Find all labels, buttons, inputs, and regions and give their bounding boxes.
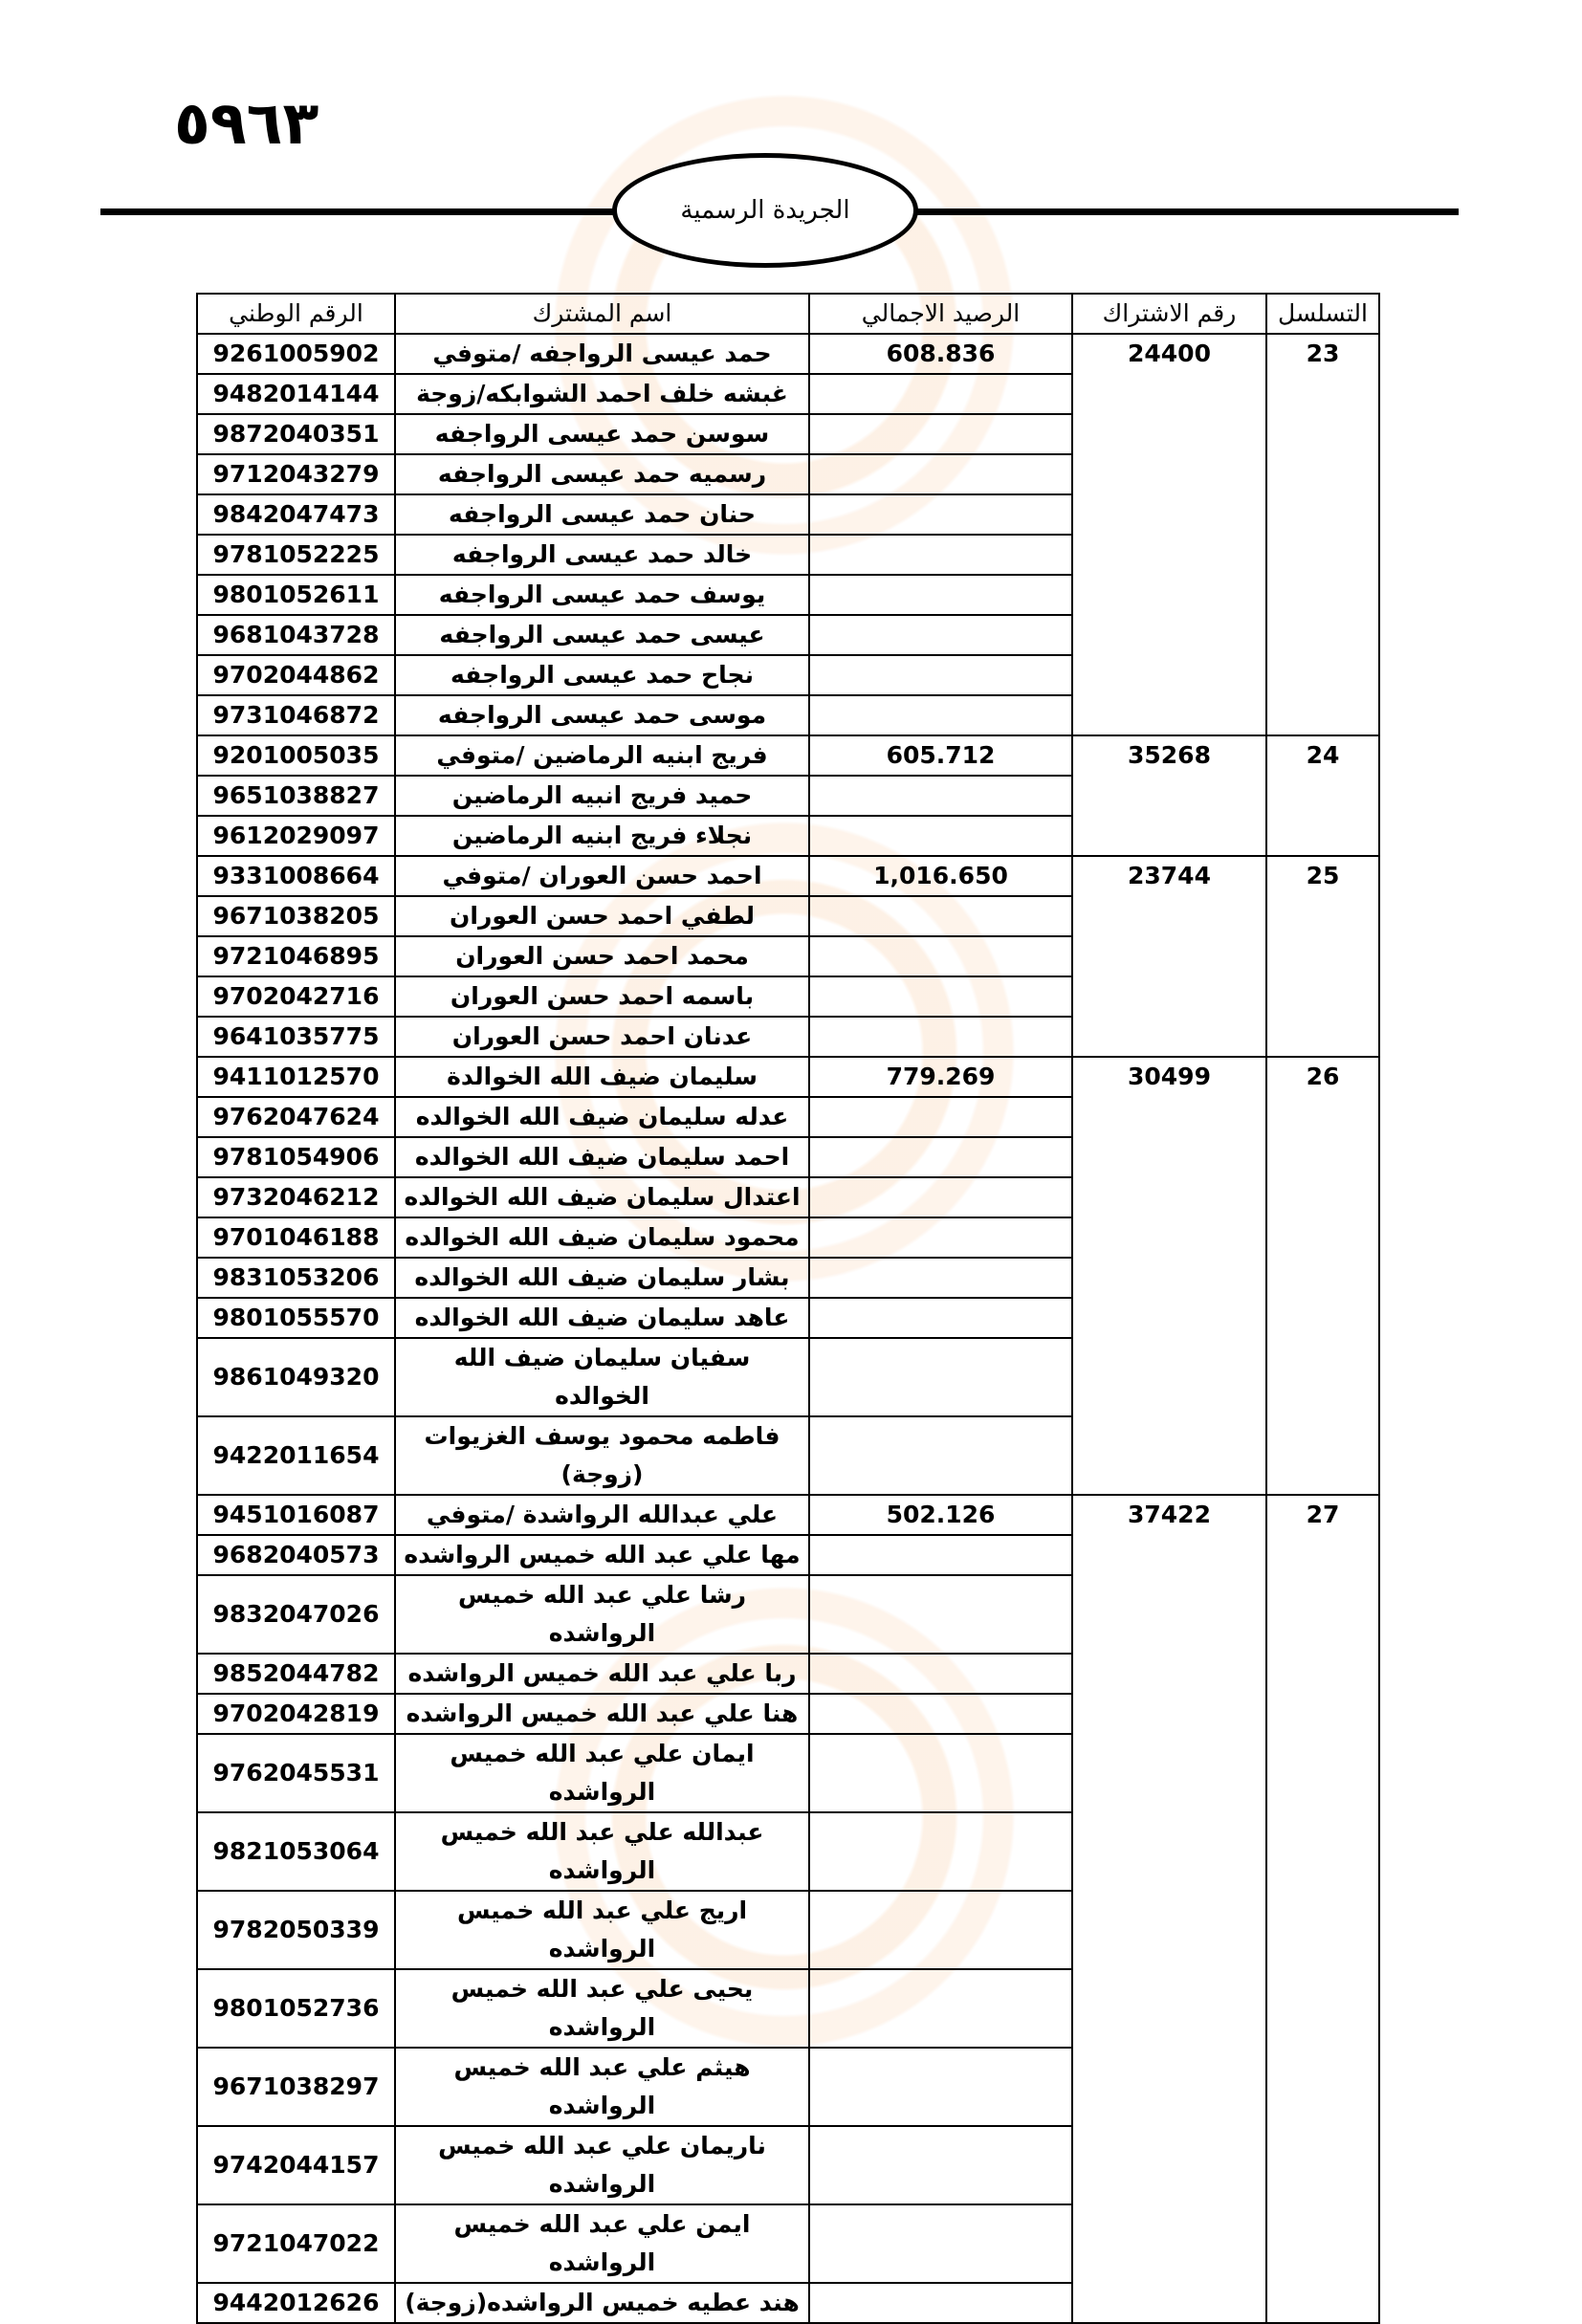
page-number: ٥٩٦٣ bbox=[174, 88, 319, 158]
balance-cell-empty bbox=[809, 1298, 1072, 1338]
balance-cell-empty bbox=[809, 1891, 1072, 1969]
subscriber-name-cell: يوسف حمد عيسى الرواجفه bbox=[395, 575, 809, 615]
balance-cell-empty bbox=[809, 776, 1072, 816]
national-id-cell: 9831053206 bbox=[197, 1258, 395, 1298]
balance-cell: 605.712 bbox=[809, 735, 1072, 776]
balance-cell-empty bbox=[809, 1338, 1072, 1416]
subscriber-name-cell: ربا علي عبد الله خميس الرواشده bbox=[395, 1654, 809, 1694]
col-subscription: رقم الاشتراك bbox=[1072, 294, 1266, 334]
national-id-cell: 9702042716 bbox=[197, 976, 395, 1017]
balance-cell-empty bbox=[809, 1654, 1072, 1694]
subscription-cell: 30499 bbox=[1072, 1057, 1266, 1495]
balance-cell-empty bbox=[809, 1217, 1072, 1258]
national-id-cell: 9651038827 bbox=[197, 776, 395, 816]
national-id-cell: 9641035775 bbox=[197, 1017, 395, 1057]
balance-cell: 608.836 bbox=[809, 334, 1072, 374]
subscriber-name-cell: سليمان ضيف الله الخوالدة bbox=[395, 1057, 809, 1097]
subscription-cell: 23744 bbox=[1072, 856, 1266, 1057]
balance-cell-empty bbox=[809, 414, 1072, 454]
serial-cell: 23 bbox=[1266, 334, 1379, 735]
subscriber-name-cell: ايمان علي عبد الله خميس الرواشده bbox=[395, 1734, 809, 1812]
balance-cell: 1,016.650 bbox=[809, 856, 1072, 896]
national-id-cell: 9861049320 bbox=[197, 1338, 395, 1416]
balance-cell-empty bbox=[809, 615, 1072, 655]
table-row bbox=[197, 1057, 1379, 1097]
subscriber-name-cell: خالد حمد عيسى الرواجفه bbox=[395, 535, 809, 575]
subscriber-name-cell: عيسى حمد عيسى الرواجفه bbox=[395, 615, 809, 655]
balance-cell-empty bbox=[809, 1575, 1072, 1654]
subscriber-name-cell: ايمن علي عبد الله خميس الرواشده bbox=[395, 2204, 809, 2283]
national-id-cell: 9731046872 bbox=[197, 695, 395, 735]
table-row bbox=[197, 334, 1379, 374]
national-id-cell: 9201005035 bbox=[197, 735, 395, 776]
national-id-cell: 9261005902 bbox=[197, 334, 395, 374]
subscriber-name-cell: اريج علي عبد الله خميس الرواشده bbox=[395, 1891, 809, 1969]
national-id-cell: 9701046188 bbox=[197, 1217, 395, 1258]
balance-cell-empty bbox=[809, 936, 1072, 976]
subscriber-name-cell: فاطمه محمود يوسف الغزيوات (زوجة) bbox=[395, 1416, 809, 1495]
balance-cell-empty bbox=[809, 1137, 1072, 1177]
balance-cell-empty bbox=[809, 1017, 1072, 1057]
gazette-title: الجريدة الرسمية bbox=[680, 196, 850, 225]
national-id-cell: 9612029097 bbox=[197, 816, 395, 856]
subscriber-name-cell: فريج ابنيه الرماضين /متوفي bbox=[395, 735, 809, 776]
balance-cell-empty bbox=[809, 535, 1072, 575]
subscriber-name-cell: لطفي احمد حسن العوران bbox=[395, 896, 809, 936]
subscriber-name-cell: هنا علي عبد الله خميس الرواشده bbox=[395, 1694, 809, 1734]
subscriber-name-cell: غبشه خلف احمد الشوابكه/زوجة bbox=[395, 374, 809, 414]
national-id-cell: 9411012570 bbox=[197, 1057, 395, 1097]
subscriber-name-cell: موسى حمد عيسى الرواجفه bbox=[395, 695, 809, 735]
national-id-cell: 9422011654 bbox=[197, 1416, 395, 1495]
balance-cell-empty bbox=[809, 976, 1072, 1017]
table-body bbox=[197, 334, 1379, 2323]
national-id-cell: 9781054906 bbox=[197, 1137, 395, 1177]
national-id-cell: 9331008664 bbox=[197, 856, 395, 896]
balance-cell-empty bbox=[809, 1694, 1072, 1734]
balance-cell-empty bbox=[809, 695, 1072, 735]
serial-cell: 25 bbox=[1266, 856, 1379, 1057]
national-id-cell: 9712043279 bbox=[197, 454, 395, 494]
balance-cell-empty bbox=[809, 454, 1072, 494]
national-id-cell: 9762045531 bbox=[197, 1734, 395, 1812]
subscriber-name-cell: ناريمان علي عبد الله خميس الرواشده bbox=[395, 2126, 809, 2204]
national-id-cell: 9842047473 bbox=[197, 494, 395, 535]
gazette-title-oval bbox=[612, 153, 918, 268]
subscriber-name-cell: اعتدال سليمان ضيف الله الخوالده bbox=[395, 1177, 809, 1217]
balance-cell: 502.126 bbox=[809, 1495, 1072, 1535]
balance-cell-empty bbox=[809, 1416, 1072, 1495]
col-serial: التسلسل bbox=[1266, 294, 1379, 334]
serial-cell: 27 bbox=[1266, 1495, 1379, 2323]
national-id-cell: 9782050339 bbox=[197, 1891, 395, 1969]
subscriber-name-cell: هيثم علي عبد الله خميس الرواشده bbox=[395, 2048, 809, 2126]
subscriber-name-cell: سفيان سليمان ضيف الله الخوالده bbox=[395, 1338, 809, 1416]
subscriber-name-cell: نجلاء فريج ابنيه الرماضين bbox=[395, 816, 809, 856]
subscriber-name-cell: محمود سليمان ضيف الله الخوالده bbox=[395, 1217, 809, 1258]
table-row bbox=[197, 1495, 1379, 1535]
national-id-cell: 9702044862 bbox=[197, 655, 395, 695]
subscribers-table bbox=[196, 293, 1380, 2324]
table-row bbox=[197, 856, 1379, 896]
national-id-cell: 9801052611 bbox=[197, 575, 395, 615]
subscriber-name-cell: عدله سليمان ضيف الله الخوالده bbox=[395, 1097, 809, 1137]
national-id-cell: 9832047026 bbox=[197, 1575, 395, 1654]
table-header-row bbox=[197, 294, 1379, 334]
balance-cell-empty bbox=[809, 494, 1072, 535]
national-id-cell: 9762047624 bbox=[197, 1097, 395, 1137]
national-id-cell: 9801052736 bbox=[197, 1969, 395, 2048]
subscriber-name-cell: احمد سليمان ضيف الله الخوالده bbox=[395, 1137, 809, 1177]
subscription-cell: 35268 bbox=[1072, 735, 1266, 856]
balance-cell-empty bbox=[809, 1097, 1072, 1137]
national-id-cell: 9781052225 bbox=[197, 535, 395, 575]
balance-cell-empty bbox=[809, 1812, 1072, 1891]
subscriber-name-cell: احمد حسن العوران /متوفي bbox=[395, 856, 809, 896]
subscriber-name-cell: عبدالله علي عبد الله خميس الرواشده bbox=[395, 1812, 809, 1891]
national-id-cell: 9852044782 bbox=[197, 1654, 395, 1694]
national-id-cell: 9721046895 bbox=[197, 936, 395, 976]
national-id-cell: 9671038297 bbox=[197, 2048, 395, 2126]
subscriber-name-cell: عاهد سليمان ضيف الله الخوالده bbox=[395, 1298, 809, 1338]
national-id-cell: 9482014144 bbox=[197, 374, 395, 414]
subscriber-name-cell: هند عطيه خميس الرواشده(زوجة) bbox=[395, 2283, 809, 2323]
national-id-cell: 9671038205 bbox=[197, 896, 395, 936]
subscriber-name-cell: سوسن حمد عيسى الرواجفه bbox=[395, 414, 809, 454]
balance-cell-empty bbox=[809, 1177, 1072, 1217]
subscription-cell: 24400 bbox=[1072, 334, 1266, 735]
subscriber-name-cell: علي عبدالله الرواشدة /متوفي bbox=[395, 1495, 809, 1535]
national-id-cell: 9742044157 bbox=[197, 2126, 395, 2204]
balance-cell-empty bbox=[809, 655, 1072, 695]
national-id-cell: 9682040573 bbox=[197, 1535, 395, 1575]
national-id-cell: 9451016087 bbox=[197, 1495, 395, 1535]
national-id-cell: 9821053064 bbox=[197, 1812, 395, 1891]
national-id-cell: 9442012626 bbox=[197, 2283, 395, 2323]
subscriber-name-cell: مها علي عبد الله خميس الرواشده bbox=[395, 1535, 809, 1575]
balance-cell-empty bbox=[809, 2126, 1072, 2204]
balance-cell-empty bbox=[809, 1535, 1072, 1575]
subscriber-name-cell: محمد احمد حسن العوران bbox=[395, 936, 809, 976]
balance-cell-empty bbox=[809, 2048, 1072, 2126]
subscriber-name-cell: يحيى علي عبد الله خميس الرواشده bbox=[395, 1969, 809, 2048]
subscriber-name-cell: باسمه احمد حسن العوران bbox=[395, 976, 809, 1017]
table-row bbox=[197, 735, 1379, 776]
col-national-id: الرقم الوطني bbox=[197, 294, 395, 334]
subscriber-name-cell: بشار سليمان ضيف الله الخوالده bbox=[395, 1258, 809, 1298]
serial-cell: 24 bbox=[1266, 735, 1379, 856]
balance-cell-empty bbox=[809, 1969, 1072, 2048]
balance-cell-empty bbox=[809, 896, 1072, 936]
subscriber-name-cell: حميد فريج انبيه الرماضين bbox=[395, 776, 809, 816]
subscriber-name-cell: نجاح حمد عيسى الرواجفه bbox=[395, 655, 809, 695]
balance-cell-empty bbox=[809, 1734, 1072, 1812]
national-id-cell: 9702042819 bbox=[197, 1694, 395, 1734]
subscriber-name-cell: رسميه حمد عيسى الرواجفه bbox=[395, 454, 809, 494]
national-id-cell: 9732046212 bbox=[197, 1177, 395, 1217]
subscriber-name-cell: حنان حمد عيسى الرواجفه bbox=[395, 494, 809, 535]
subscription-cell: 37422 bbox=[1072, 1495, 1266, 2323]
balance-cell-empty bbox=[809, 2204, 1072, 2283]
balance-cell-empty bbox=[809, 816, 1072, 856]
serial-cell: 26 bbox=[1266, 1057, 1379, 1495]
national-id-cell: 9801055570 bbox=[197, 1298, 395, 1338]
national-id-cell: 9681043728 bbox=[197, 615, 395, 655]
balance-cell-empty bbox=[809, 1258, 1072, 1298]
col-name: اسم المشترك bbox=[395, 294, 809, 334]
balance-cell-empty bbox=[809, 374, 1072, 414]
balance-cell: 779.269 bbox=[809, 1057, 1072, 1097]
subscriber-name-cell: عدنان احمد حسن العوران bbox=[395, 1017, 809, 1057]
col-balance: الرصيد الاجمالي bbox=[809, 294, 1072, 334]
subscriber-name-cell: رشا علي عبد الله خميس الرواشده bbox=[395, 1575, 809, 1654]
balance-cell-empty bbox=[809, 575, 1072, 615]
national-id-cell: 9721047022 bbox=[197, 2204, 395, 2283]
balance-cell-empty bbox=[809, 2283, 1072, 2323]
national-id-cell: 9872040351 bbox=[197, 414, 395, 454]
subscriber-name-cell: حمد عيسى الرواجفه /متوفي bbox=[395, 334, 809, 374]
